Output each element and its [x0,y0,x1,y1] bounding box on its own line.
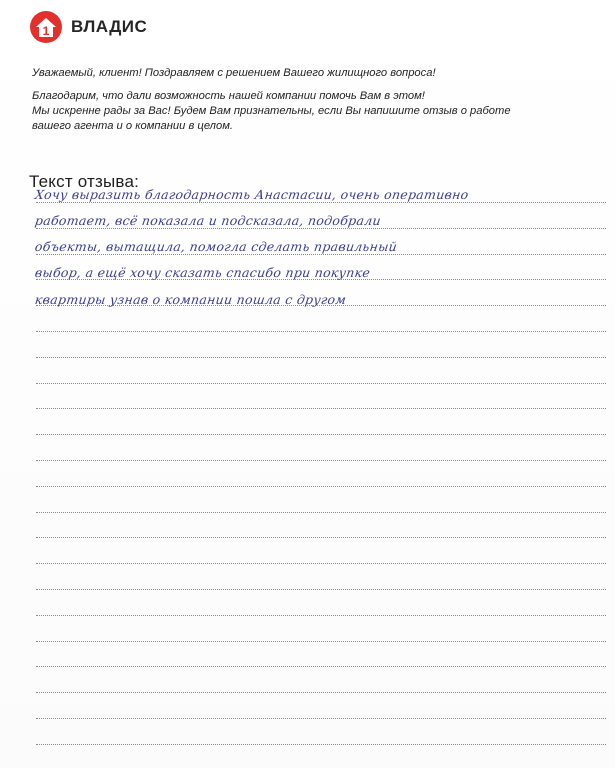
ruled-line [36,434,606,435]
congratulation-text: Уважаемый, клиент! Поздравляем с решением Вашего жилищного вопроса! [32,67,436,79]
review-heading: Текст отзыва: [29,172,140,191]
ruled-line [36,331,606,332]
ruled-line [36,563,606,564]
ruled-line [36,357,606,358]
request-line-cont: вашего агента и о компании в целом. [32,120,233,132]
badge-digit: 1 [42,24,50,38]
ruled-line [36,486,606,487]
ruled-line [36,254,606,255]
ruled-line [36,537,606,538]
handwritten-line: объекты, вытащила, помогла сделать правильный [34,239,399,254]
handwritten-line: квартиры узнав о компании пошла с другом [34,292,348,307]
ruled-line [36,718,606,719]
handwritten-line: работает, всё показала и подсказала, подобрали [34,213,383,228]
ruled-line [36,666,606,667]
handwritten-line: Хочу выразить благодарность Анастасии, очень оперативно [34,187,470,202]
ruled-line [36,692,606,693]
ruled-line [36,408,606,409]
ruled-line [36,589,606,590]
ruled-line [36,202,606,203]
request-line: Мы искренне рады за Вас! Будем Вам признательны, если Вы напишите отзыв о работе [32,105,511,117]
handwritten-line: выбор, а ещё хочу сказать спасибо при покупке [34,265,372,280]
ruled-line [36,512,606,513]
ruled-line [36,460,606,461]
ruled-line [36,615,606,616]
ruled-line [36,228,606,229]
brand-name: ВЛАДИС [71,17,148,36]
ruled-line [36,744,606,745]
thanks-line: Благодарим, что дали возможность нашей компании помочь Вам в этом! [32,90,425,102]
ruled-line [36,383,606,384]
ruled-lines [36,0,606,768]
ruled-line [36,641,606,642]
